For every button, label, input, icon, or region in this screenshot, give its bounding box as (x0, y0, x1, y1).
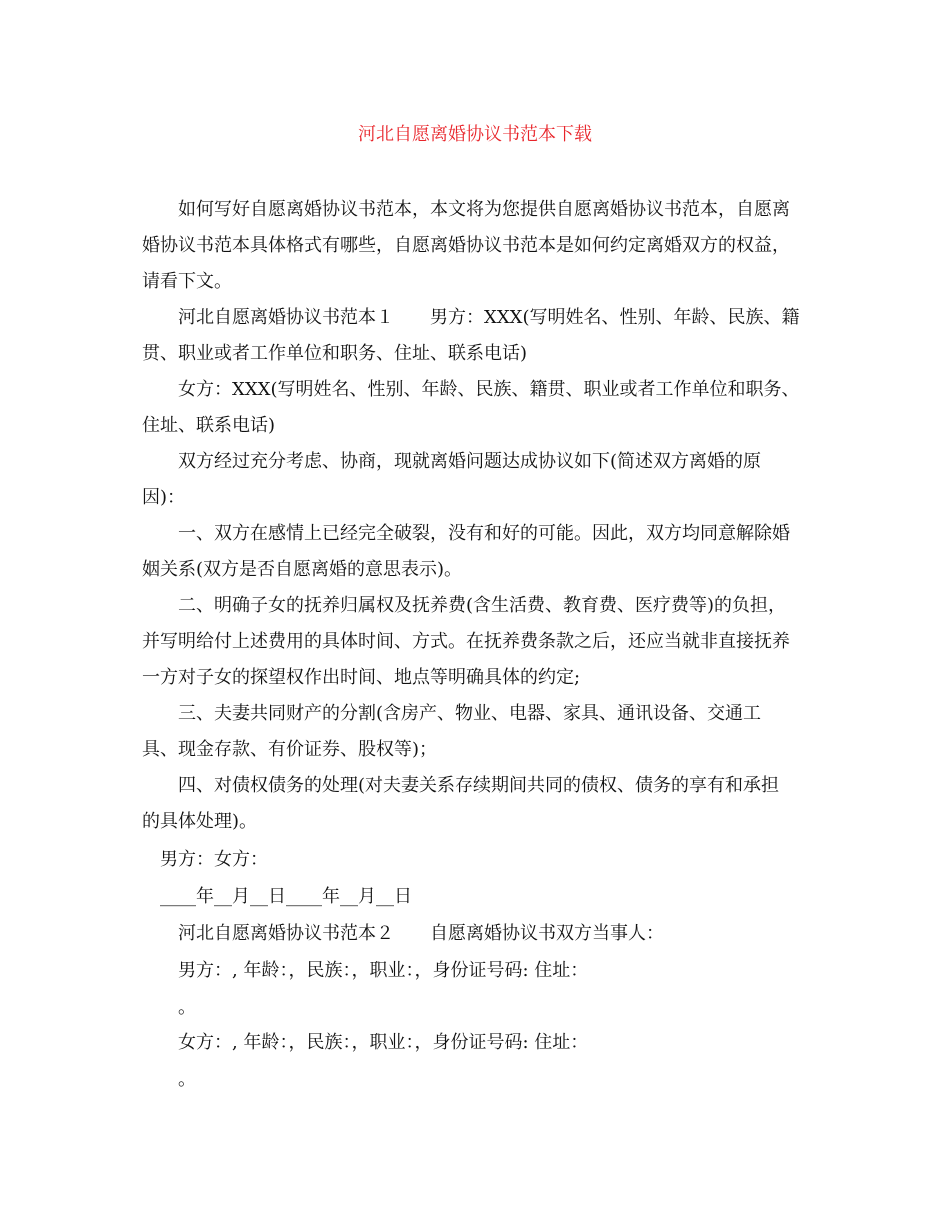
paragraph-line: 。 (178, 997, 196, 1018)
document-title: 河北自愿离婚协议书范本下载 (358, 124, 592, 145)
paragraph-line: 男方：, 年龄：，民族：，职业：，身份证号码: 住址： (178, 960, 589, 981)
paragraph-line: 具、现金存款、有价证券、股权等)； (142, 739, 438, 760)
paragraph-line: 三、夫妻共同财产的分割(含房产、物业、电器、家具、通讯设备、交通工 (178, 703, 762, 724)
paragraph-line: 女方：XXX(写明姓名、性别、年龄、民族、籍贯、职业或者工作单位和职务、 (178, 379, 800, 400)
paragraph-line: 姻关系(双方是否自愿离婚的意思表示)。 (142, 559, 463, 580)
paragraph-line: 河北自愿离婚协议书范本２ 自愿离婚协议书双方当事人： (178, 923, 664, 944)
paragraph-line: 双方经过充分考虑、协商，现就离婚问题达成协议如下(简述双方离婚的原 (178, 451, 762, 472)
paragraph-line: 贯、职业或者工作单位和职务、住址、联系电话) (142, 343, 528, 364)
paragraph-line: 因)： (142, 487, 186, 508)
signature-line: 男方：女方： (160, 849, 268, 870)
paragraph-line: 二、明确子女的抚养归属权及抚养费(含生活费、教育费、医疗费等)的负担， (178, 595, 787, 616)
paragraph-line: 如何写好自愿离婚协议书范本，本文将为您提供自愿离婚协议书范本，自愿离 (178, 199, 790, 220)
paragraph-line: 河北自愿离婚协议书范本１ 男方：XXX(写明姓名、性别、年龄、民族、籍 (178, 307, 800, 328)
paragraph-line: 一方对子女的探望权作出时间、地点等明确具体的约定; (142, 667, 581, 688)
paragraph-line: 的具体处理)。 (142, 811, 258, 832)
paragraph-line: 女方：, 年龄：，民族：，职业：，身份证号码: 住址： (178, 1032, 589, 1053)
paragraph-line: 请看下文。 (142, 271, 232, 292)
paragraph-line: 一、双方在感情上已经完全破裂，没有和好的可能。因此，双方均同意解除婚 (178, 523, 790, 544)
paragraph-line: 并写明给付上述费用的具体时间、方式。在抚养费条款之后，还应当就非直接抚养 (142, 631, 790, 652)
paragraph-line: 。 (178, 1069, 196, 1090)
paragraph-line: 四、对债权债务的处理(对夫妻关系存续期间共同的债权、债务的享有和承担 (178, 775, 780, 796)
paragraph-line: 住址、联系电话) (142, 415, 276, 436)
paragraph-line: 婚协议书范本具体格式有哪些，自愿离婚协议书范本是如何约定离婚双方的权益， (142, 235, 790, 256)
date-line: ____年__月__日____年__月__日 (160, 886, 412, 907)
